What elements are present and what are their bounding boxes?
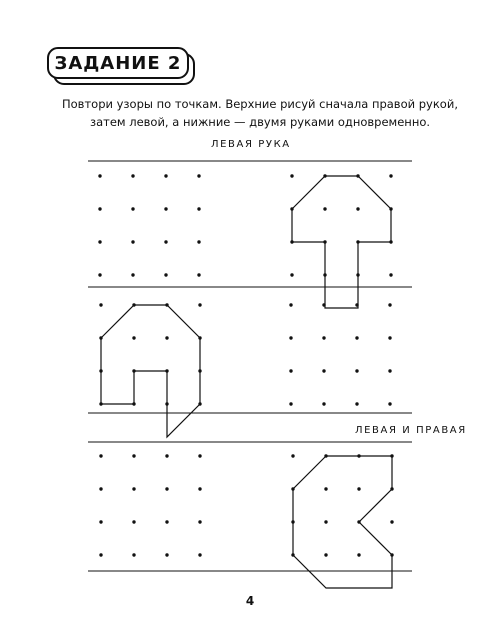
instructions-line-2: затем левой, а нижние — двумя руками одновременно. xyxy=(89,115,431,129)
pattern-hook-shape xyxy=(101,305,200,437)
grid-dot xyxy=(388,303,391,306)
grid-dot xyxy=(99,520,102,523)
grid-dot xyxy=(98,240,101,243)
grid-dot xyxy=(390,520,393,523)
dot-grids xyxy=(98,174,393,556)
pattern-arrow-down-left xyxy=(293,456,392,588)
grid-dot xyxy=(164,240,167,243)
grid-dot xyxy=(324,553,327,556)
grid-dot xyxy=(289,402,292,405)
grid-dot xyxy=(164,207,167,210)
grid-dot xyxy=(355,402,358,405)
grid-dot xyxy=(324,487,327,490)
section-label-both-hands: ЛЕВАЯ И ПРАВАЯ xyxy=(355,425,467,436)
grid-dot xyxy=(165,454,168,457)
grid-dot xyxy=(197,240,200,243)
grid-dot xyxy=(198,487,201,490)
grid-dot xyxy=(388,369,391,372)
dot-grid xyxy=(289,303,391,405)
pattern-up-arrow xyxy=(292,176,391,308)
grid-dot xyxy=(131,240,134,243)
grid-dot xyxy=(388,402,391,405)
grid-dot xyxy=(356,207,359,210)
grid-dot xyxy=(165,487,168,490)
grid-dot xyxy=(389,174,392,177)
grid-dot xyxy=(164,273,167,276)
grid-dot xyxy=(197,174,200,177)
task-title: ЗАДАНИЕ 2 xyxy=(54,52,182,74)
task-badge xyxy=(47,47,197,87)
grid-dot xyxy=(355,336,358,339)
grid-dot xyxy=(132,487,135,490)
grid-dot xyxy=(99,487,102,490)
grid-dot xyxy=(198,520,201,523)
grid-dot xyxy=(98,273,101,276)
grid-dot xyxy=(165,336,168,339)
grid-dot xyxy=(131,273,134,276)
grid-dot xyxy=(388,336,391,339)
grid-dot xyxy=(355,369,358,372)
grid-dot xyxy=(357,553,360,556)
page-number: 4 xyxy=(245,594,255,608)
grid-dot xyxy=(99,553,102,556)
grid-dot xyxy=(98,174,101,177)
grid-dot xyxy=(322,402,325,405)
grid-dot xyxy=(197,207,200,210)
grid-dot xyxy=(291,454,294,457)
grid-dot xyxy=(164,174,167,177)
grid-dot xyxy=(132,454,135,457)
grid-dot xyxy=(165,520,168,523)
grid-dot xyxy=(165,553,168,556)
task-badge-frame xyxy=(47,47,189,79)
grid-dot xyxy=(289,303,292,306)
grid-dot xyxy=(290,273,293,276)
grid-dot xyxy=(197,273,200,276)
section-label-left-hand: ЛЕВАЯ РУКА xyxy=(211,139,291,150)
grid-dot xyxy=(132,553,135,556)
grid-dot xyxy=(324,520,327,523)
grid-dot xyxy=(322,369,325,372)
grid-dot xyxy=(357,487,360,490)
grid-dot xyxy=(198,303,201,306)
grid-dot xyxy=(322,336,325,339)
grid-dot xyxy=(198,553,201,556)
dot-grid xyxy=(99,303,201,405)
instructions-line-1: Повтори узоры по точкам. Верхние рисуй сначала правой рукой, xyxy=(62,97,458,111)
grid-dot xyxy=(131,174,134,177)
grid-dot xyxy=(389,273,392,276)
grid-dot xyxy=(290,174,293,177)
patterns xyxy=(101,176,392,588)
grid-dot xyxy=(289,336,292,339)
grid-dot xyxy=(198,454,201,457)
divider-lines xyxy=(88,161,412,571)
grid-dot xyxy=(323,207,326,210)
instructions xyxy=(40,95,480,131)
grid-dot xyxy=(132,336,135,339)
dot-grid xyxy=(290,174,392,276)
grid-dot xyxy=(289,369,292,372)
grid-dot xyxy=(131,207,134,210)
grid-dot xyxy=(98,207,101,210)
grid-dot xyxy=(99,303,102,306)
grid-dot xyxy=(132,520,135,523)
grid-dot xyxy=(99,454,102,457)
dot-grid xyxy=(99,454,201,556)
dot-grid xyxy=(98,174,200,276)
